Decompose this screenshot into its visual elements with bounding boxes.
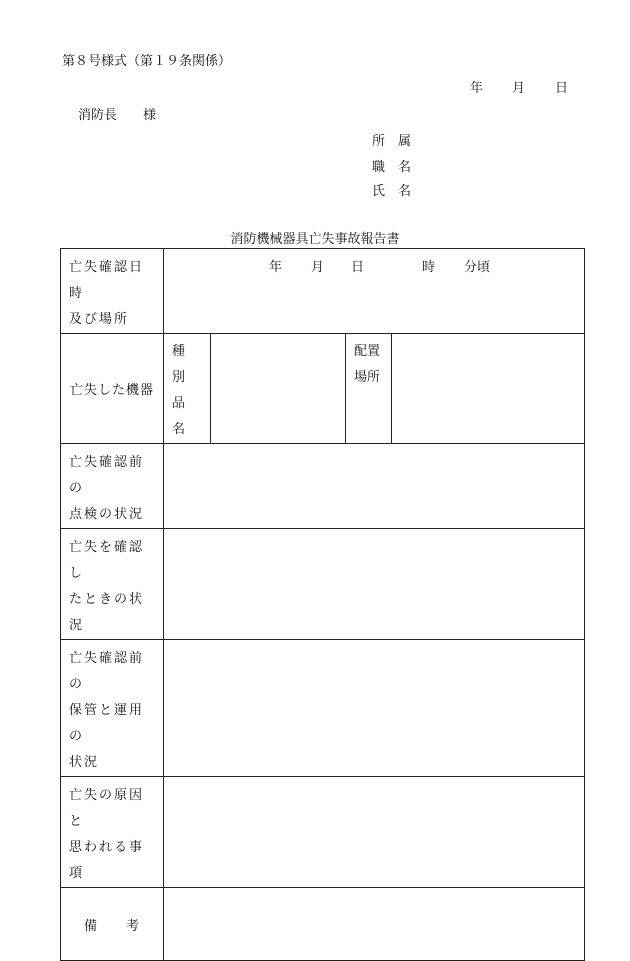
- label-cell: [61, 249, 164, 334]
- minute-label: 分頃: [464, 260, 491, 275]
- row-label: 保管と運用の: [69, 703, 145, 744]
- sender-title-label: 職 名: [372, 160, 412, 175]
- document-title: 消防機械器具亡失事故報告書: [230, 232, 400, 247]
- row-remarks: [61, 888, 585, 961]
- row-label: 状況: [69, 755, 100, 770]
- day-label: 日: [351, 260, 365, 275]
- row-label: 亡失確認日時: [69, 260, 145, 301]
- type-label: 種 別: [172, 344, 190, 385]
- row-label: 亡失確認前の: [69, 455, 145, 496]
- date-day-label: 日: [555, 81, 569, 96]
- label-cell: [61, 777, 164, 888]
- addressee: 消防長 様: [78, 108, 157, 123]
- storage-operation-value-cell[interactable]: [164, 640, 585, 777]
- report-table: [60, 248, 585, 961]
- form-number: 第８号様式（第１９条関係）: [62, 54, 232, 69]
- label-cell: [61, 529, 164, 640]
- date-month-label: 月: [512, 81, 526, 96]
- type-name-value-cell[interactable]: [211, 334, 346, 444]
- month-label: 月: [311, 260, 325, 275]
- sender-name-label: 氏 名: [372, 184, 412, 199]
- row-label: 亡失を確認し: [69, 540, 145, 581]
- product-name-label: 品 名: [172, 396, 190, 437]
- datetime-cell[interactable]: [164, 249, 585, 334]
- remarks-label: 備 考: [61, 888, 164, 961]
- label-cell: [61, 444, 164, 529]
- probable-cause-value-cell[interactable]: [164, 777, 585, 888]
- placement-label: 配置: [354, 344, 381, 359]
- row-label: 点検の状況: [69, 507, 145, 522]
- row-label: 亡失確認前の: [69, 651, 145, 692]
- hour-label: 時: [422, 260, 436, 275]
- discovery-status-value-cell[interactable]: [164, 529, 585, 640]
- type-name-label-cell: [164, 334, 211, 444]
- sender-affiliation-label: 所 属: [372, 134, 412, 149]
- place-label: 場所: [354, 370, 381, 385]
- row-label: 思われる事項: [69, 840, 145, 881]
- label-cell: [61, 640, 164, 777]
- row-probable-cause: [61, 777, 585, 888]
- date-year-label: 年: [470, 81, 484, 96]
- row-discovery-status: [61, 529, 585, 640]
- remarks-value-cell[interactable]: [164, 888, 585, 961]
- label-cell: 亡失した機器: [61, 334, 164, 444]
- row-lost-equipment: [61, 334, 585, 444]
- row-storage-operation: [61, 640, 585, 777]
- year-label: 年: [269, 260, 283, 275]
- inspection-status-value-cell[interactable]: [164, 444, 585, 529]
- row-datetime-place: [61, 249, 585, 334]
- placement-label-cell: [346, 334, 392, 444]
- row-label: たときの状況: [69, 592, 145, 633]
- row-label: 亡失の原因と: [69, 788, 145, 829]
- placement-value-cell[interactable]: [392, 334, 585, 444]
- row-label: 及び場所: [69, 312, 130, 327]
- row-inspection-status: [61, 444, 585, 529]
